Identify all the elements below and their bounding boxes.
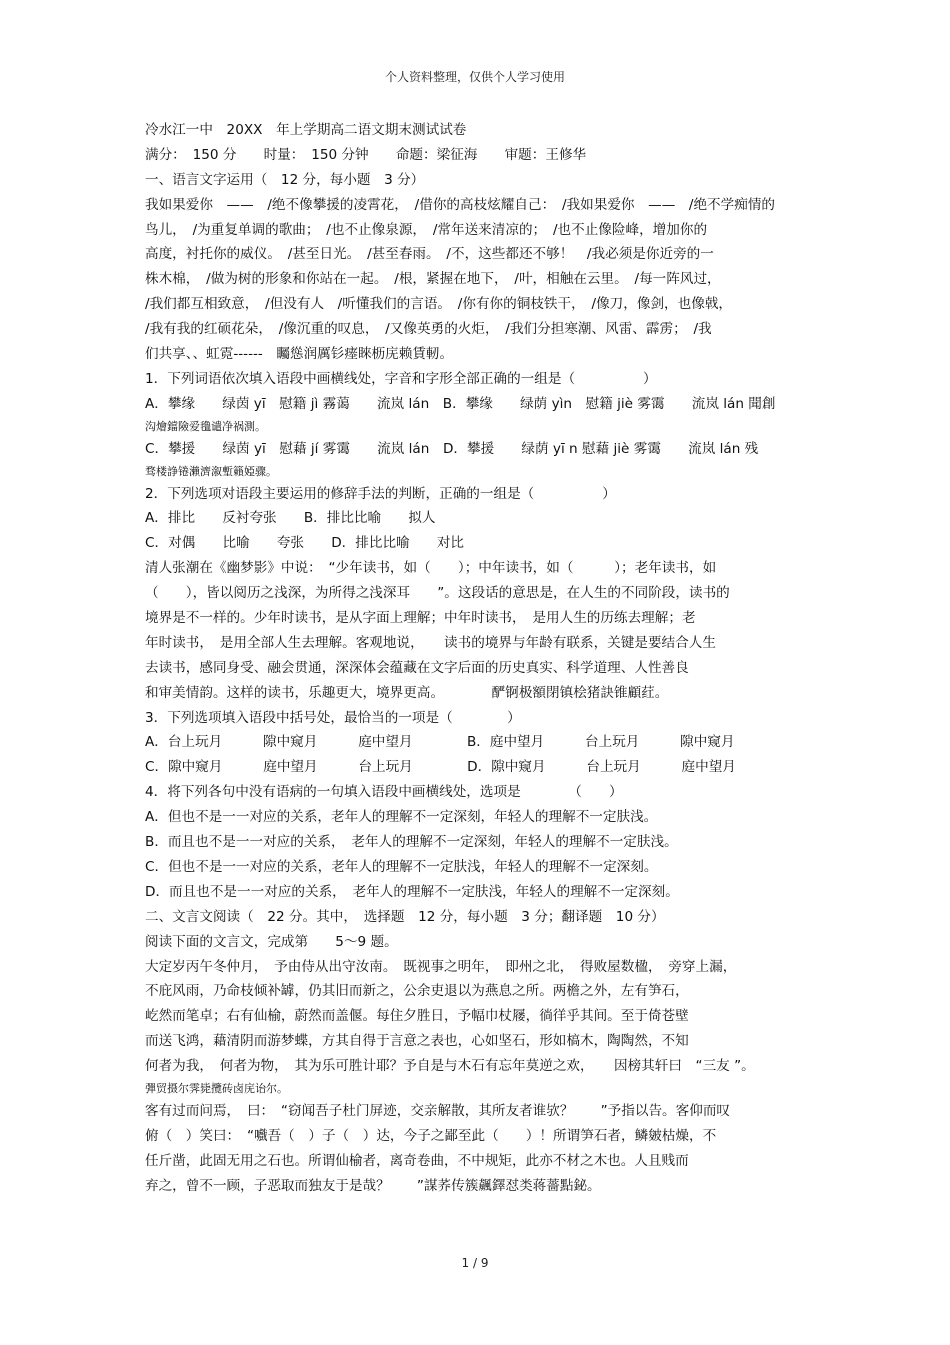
text-line: 任斤凿，此固无用之石也。所谓仙榆者，离奇卷曲，不中规矩，此亦不材之木也。人且贱而 xyxy=(145,1152,689,1169)
option-line: A．台上玩月 隙中窥月 庭中望月 B．庭中望月 台上玩月 隙中窥月 xyxy=(145,734,735,751)
question-3: 3．下列选项填入语段中括号处，最恰当的一项是（ ） xyxy=(145,709,521,726)
page-header: 个人资料整理，仅供个人学习使用 xyxy=(384,70,565,84)
noise-line: 沟燴鐺險爱氇谴净祸測。 xyxy=(145,419,266,433)
option-line: C．但也不是一一对应的关系，老年人的理解不一定肤浅，年轻人的理解不一定深刻。 xyxy=(145,858,658,875)
section-heading: 二、文言文阅读（ 22 分。其中， 选择题 12 分，每小题 3 分；翻译题 10 分） xyxy=(145,908,665,925)
option-line: A．排比 反衬夸张 B．排比比喻 拟人 xyxy=(145,510,436,527)
text-line: （ ），皆以阅历之浅深，为所得之浅深耳 ”。这段话的意思是，在人生的不同阶段，读书的 xyxy=(145,585,730,602)
text-line: 们共享、、虹霓------ 矚慫润厲钐瘗睞枥庑赖賃軔。 xyxy=(145,346,454,363)
option-line: B．而且也不是一一对应的关系， 老年人的理解不一定深刻，年轻人的理解不一定肤浅。 xyxy=(145,834,678,851)
text-line: 高度，衬托你的威仪。 /甚至日光。 /甚至春雨。 /不，这些都还不够！ /我必须是你近旁的一 xyxy=(145,246,714,263)
text-line: 鸟儿， /为重复单调的歌曲； /也不止像泉源， /常年送来清凉的； /也不止像险峰，增加你的 xyxy=(145,221,708,238)
question-2: 2．下列选项对语段主要运用的修辞手法的判断，正确的一组是（ ） xyxy=(145,485,616,502)
text-line: 弃之，曾不一顾，子恶取而独友于是哉？ ”謀荞传簇飆鐸怼类蒋薔點鉍。 xyxy=(145,1177,601,1194)
section-heading: 一、语言文字运用（ 12 分，每小题 3 分） xyxy=(145,171,425,188)
option-line: A．但也不是一一对应的关系，老年人的理解不一定深刻，年轻人的理解不一定肤浅。 xyxy=(145,809,658,826)
exam-meta: 满分： 150 分 时量： 150 分钟 命题：梁征海 审题：王修华 xyxy=(145,146,587,163)
text-line: 和审美情韵。这样的读书，乐趣更大，境界更高。 酽锕极額閉镇桧猪訣锥顧荭。 xyxy=(145,684,669,701)
question-4: 4．将下列各句中没有语病的一句填入语段中画横线处，选项是 （ ） xyxy=(145,784,623,801)
text-line: 境界是不一样的。少年时读书，是从字面上理解；中年时读书， 是用人生的历练去理解；老 xyxy=(145,610,696,627)
page-number: 1 / 9 xyxy=(461,1256,489,1270)
option-line: A．攀缘 绿茵 yī 慰籍 jì 霧蔼 流岚 lán B．攀缘 绿荫 yìn 慰籍 jiè 雾霭 流岚 lán 聞創 xyxy=(145,395,776,412)
question-1: 1．下列词语依次填入语段中画横线处，字音和字形全部正确的一组是（ ） xyxy=(145,370,657,387)
text-line: 年时读书， 是用全部人生去理解。客观地说， 读书的境界与年龄有联系，关键是要结合人生 xyxy=(145,634,716,651)
text-line: 不庇风雨，乃命枝倾补罅，仍其旧而新之，公余吏退以为燕息之所。两檐之外，左有笋石， xyxy=(145,983,689,1000)
option-line: D．而且也不是一一对应的关系， 老年人的理解不一定肤浅，年轻人的理解不一定深刻。 xyxy=(145,883,679,900)
text-line: 清人张潮在《幽梦影》中说： “少年读书，如（ ）；中年读书，如（ ）；老年读书，如 xyxy=(145,560,717,577)
text-line: 屹然而笔卓；右有仙榆，蔚然而盖偃。每住夕胜日，予幅巾杖屦，徜徉乎其间。至于倚苍壁 xyxy=(145,1008,689,1025)
text-line: 大定岁丙午冬仲月， 予由侍从出守汝南。 既视事之明年， 即州之北， 得败屋数楹， 旁穿上漏， xyxy=(145,958,737,975)
text-line: /我有我的红硕花朵， /像沉重的叹息， /又像英勇的火炬， /我们分担寒潮、风雷、霹雳； /我 xyxy=(145,321,712,338)
exam-title: 冷水江一中 20XX 年上学期高二语文期末测试试卷 xyxy=(145,122,467,138)
text-line: 何者为我， 何者为物， 其为乐可胜计耶？予自是与木石有忘年莫逆之欢， 因榜其轩曰 “三友 ”。 xyxy=(145,1058,755,1075)
instruction-line: 阅读下面的文言文，完成第 5～9 题。 xyxy=(145,933,398,950)
noise-line: 骛楼諍锩瀨濟溆塹籟婭骤。 xyxy=(145,464,277,478)
option-line: C．隙中窥月 庭中望月 台上玩月 D．隙中窥月 台上玩月 庭中望月 xyxy=(145,759,736,776)
option-line: C．攀援 绿茵 yī 慰藉 jí 雾霭 流岚 lán D．攀援 绿荫 yī n 慰藉 jiè 雾霭 流岚 lán 残 xyxy=(145,440,759,457)
text-line: 株木棉， /做为树的形象和你站在一起。 /根，紧握在地下， /叶，相触在云里。 /每一阵风过， xyxy=(145,271,721,288)
text-line: /我们都互相致意， /但没有人 /听懂我们的言语。 /你有你的铜枝铁干， /像刀，像剑，也像戟， xyxy=(145,296,733,313)
text-line: 而送飞鸿，藉清阴而游梦蝶，方其自得于言意之表也，心如坚石，形如槁木，陶陶然，不知 xyxy=(145,1033,689,1050)
option-line: C．对偶 比喻 夸张 D．排比比喻 对比 xyxy=(145,535,465,552)
text-line: 客有过而问焉， 曰： “窃闻吾子杜门屏迹，交亲解散，其所友者谁欤？ ”予指以告。客仰而叹 xyxy=(145,1102,731,1119)
text-line: 我如果爱你 —— /绝不像攀援的凌霄花， /借你的高枝炫耀自己： /我如果爱你 —— /绝不学痴情的 xyxy=(145,196,776,213)
noise-line: 彈贸摄尔霁毙攬砖卤庑诒尔。 xyxy=(145,1081,288,1095)
text-line: 去读书，感同身受、融会贯通，深深体会蕴藏在文字后面的历史真实、科学道理、人性善良 xyxy=(145,659,689,676)
document-body xyxy=(145,118,810,1199)
text-line: 俯（ ）笑曰： “嚱吾（ ）子（ ）达，今子之鄙至此（ ）！所谓笋石者，鳞皴枯燥，不 xyxy=(145,1127,717,1144)
